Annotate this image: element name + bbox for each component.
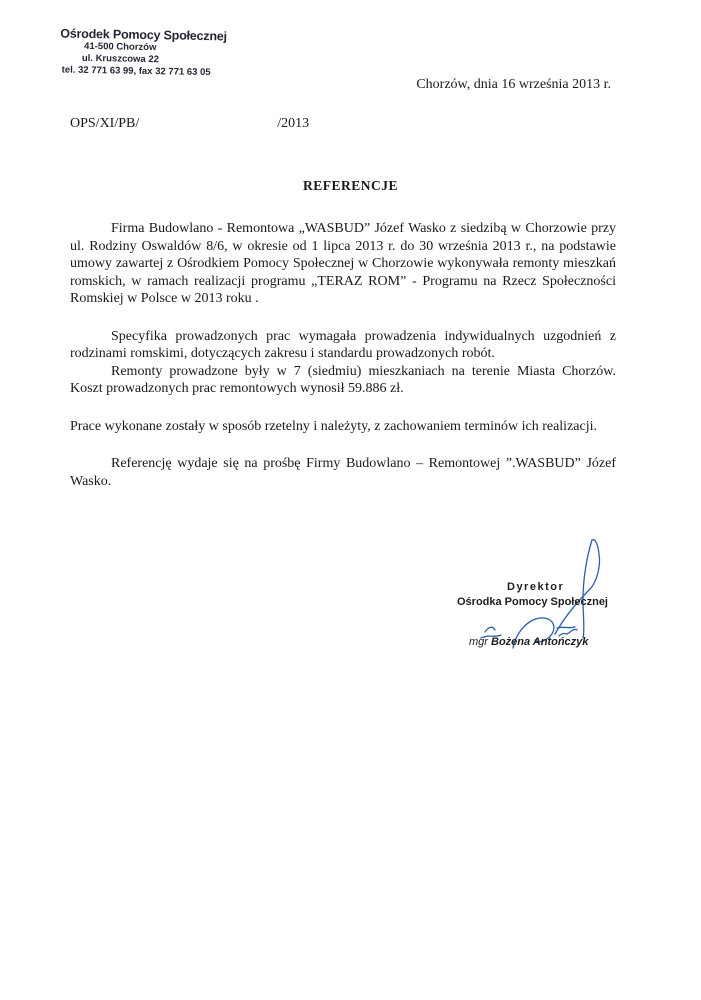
- paragraph: Referencję wydaje się na prośbę Firmy Budowlano – Remontowej ”.WASBUD” Józef Wasko.: [70, 456, 616, 489]
- document-title: REFERENCJE: [302, 178, 398, 193]
- signatory-organization: Ośrodka Pomocy Społecznej: [457, 596, 608, 608]
- reference-suffix: /2013: [277, 116, 310, 131]
- stamp-postal: 41-500 Chorzów: [84, 40, 157, 54]
- signatory-full-name: Bożena Antończyk: [491, 636, 589, 648]
- stamp-institution-name: Ośrodek Pomocy Społecznej: [60, 26, 228, 44]
- paragraph: Prace wykonane zostały w sposób rzetelny i należyty, z zachowaniem terminów ich realizacji.: [70, 418, 597, 434]
- signatory-title: Dyrektor: [507, 581, 565, 593]
- signature-block: [455, 578, 655, 668]
- document-body: [70, 220, 616, 490]
- institution-stamp: [60, 26, 236, 78]
- paragraph: Remonty prowadzone były w 7 (siedmiu) mieszkaniach na terenie Miasta Chorzów. Koszt prowadzonych prac remontowych wynosił 59.886 zł.: [70, 363, 616, 396]
- reference-prefix: OPS/XI/PB/: [70, 116, 140, 131]
- reference-number: [70, 116, 309, 132]
- stamp-street: ul. Kruszcowa 22: [81, 52, 160, 66]
- stamp-phone: tel. 32 771 63 99, fax 32 771 63 05: [61, 64, 211, 79]
- paragraph: Specyfika prowadzonych prac wymagała prowadzenia indywidualnych uzgodnień z rodzinami romskimi, dotyczących zakresu i standardu prowadzonych robót.: [70, 328, 616, 361]
- paragraph: Firma Budowlano - Remontowa „WASBUD” Józef Wasko z siedzibą w Chorzowie przy ul. Rodziny Oswaldów 8/6, w okresie od 1 lipca 2013 r. do 30 września 2013 r., na podstawie umowy zawartej z Ośrodkiem Pomocy Społecznej w Chorzowie wykonywała remonty mieszkań romskich, w ramach realizacji programu „TERAZ ROM” - Programu na Rzecz Społeczności Romskiej w Polsce w 2013 roku .: [70, 221, 616, 306]
- signatory-name: [469, 636, 588, 648]
- signatory-degree: mgr: [469, 636, 488, 648]
- document-date: Chorzów, dnia 16 września 2013 r.: [416, 77, 611, 92]
